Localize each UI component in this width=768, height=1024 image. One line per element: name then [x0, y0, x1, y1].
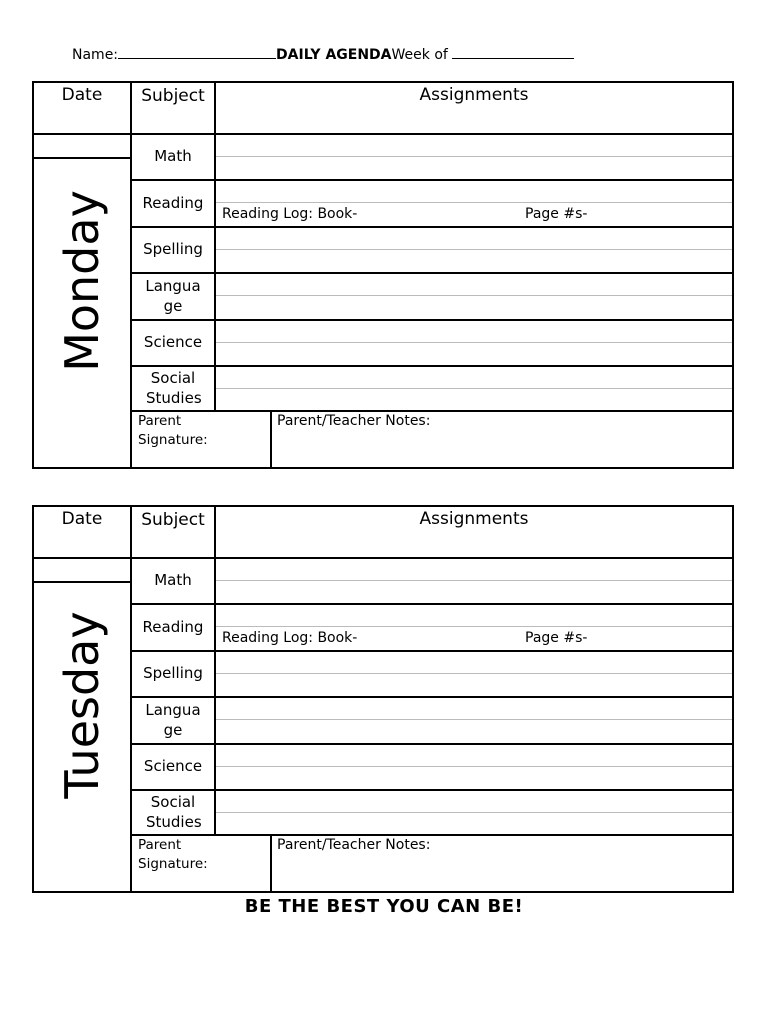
- subject-spelling: Spelling: [143, 240, 203, 258]
- subject-math: Math: [154, 571, 192, 589]
- day-name: Tuesday: [55, 611, 109, 799]
- week-label: Week of: [391, 47, 448, 63]
- subject-science: Science: [143, 333, 203, 351]
- reading-log-book: Reading Log: Book-: [222, 630, 358, 646]
- day-table-monday: [32, 81, 734, 469]
- subject-science: Science: [143, 757, 203, 775]
- name-label: Name:: [72, 47, 119, 63]
- subject-social-studies: Social Studies: [146, 793, 202, 831]
- agenda-title: DAILY AGENDA: [276, 47, 392, 63]
- subject-social-studies: Social Studies: [146, 369, 202, 407]
- header-assignments: Assignments: [419, 509, 529, 529]
- subject-math: Math: [154, 147, 192, 165]
- reading-log-book: Reading Log: Book-: [222, 206, 358, 222]
- subject-language: Language: [145, 701, 201, 739]
- subject-spelling: Spelling: [143, 664, 203, 682]
- notes-label: Parent/Teacher Notes:: [277, 413, 431, 429]
- parent-signature-label: Parent Signature:: [138, 837, 208, 872]
- footer-motto: BE THE BEST YOU CAN BE!: [244, 896, 524, 917]
- header-date: Date: [61, 509, 103, 529]
- week-blank[interactable]: [452, 46, 574, 59]
- header-date: Date: [61, 85, 103, 105]
- day-table-tuesday: [32, 505, 734, 893]
- name-blank[interactable]: [118, 46, 276, 59]
- reading-log-pages: Page #s-: [525, 630, 588, 646]
- subject-reading: Reading: [142, 618, 204, 636]
- subject-language: Language: [145, 277, 201, 315]
- notes-label: Parent/Teacher Notes:: [277, 837, 431, 853]
- header-subject: Subject: [141, 86, 205, 106]
- agenda-header: [72, 46, 574, 63]
- header-assignments: Assignments: [419, 85, 529, 105]
- header-subject: Subject: [141, 510, 205, 530]
- day-name: Monday: [55, 190, 109, 372]
- subject-reading: Reading: [142, 194, 204, 212]
- parent-signature-label: Parent Signature:: [138, 413, 208, 448]
- reading-log-pages: Page #s-: [525, 206, 588, 222]
